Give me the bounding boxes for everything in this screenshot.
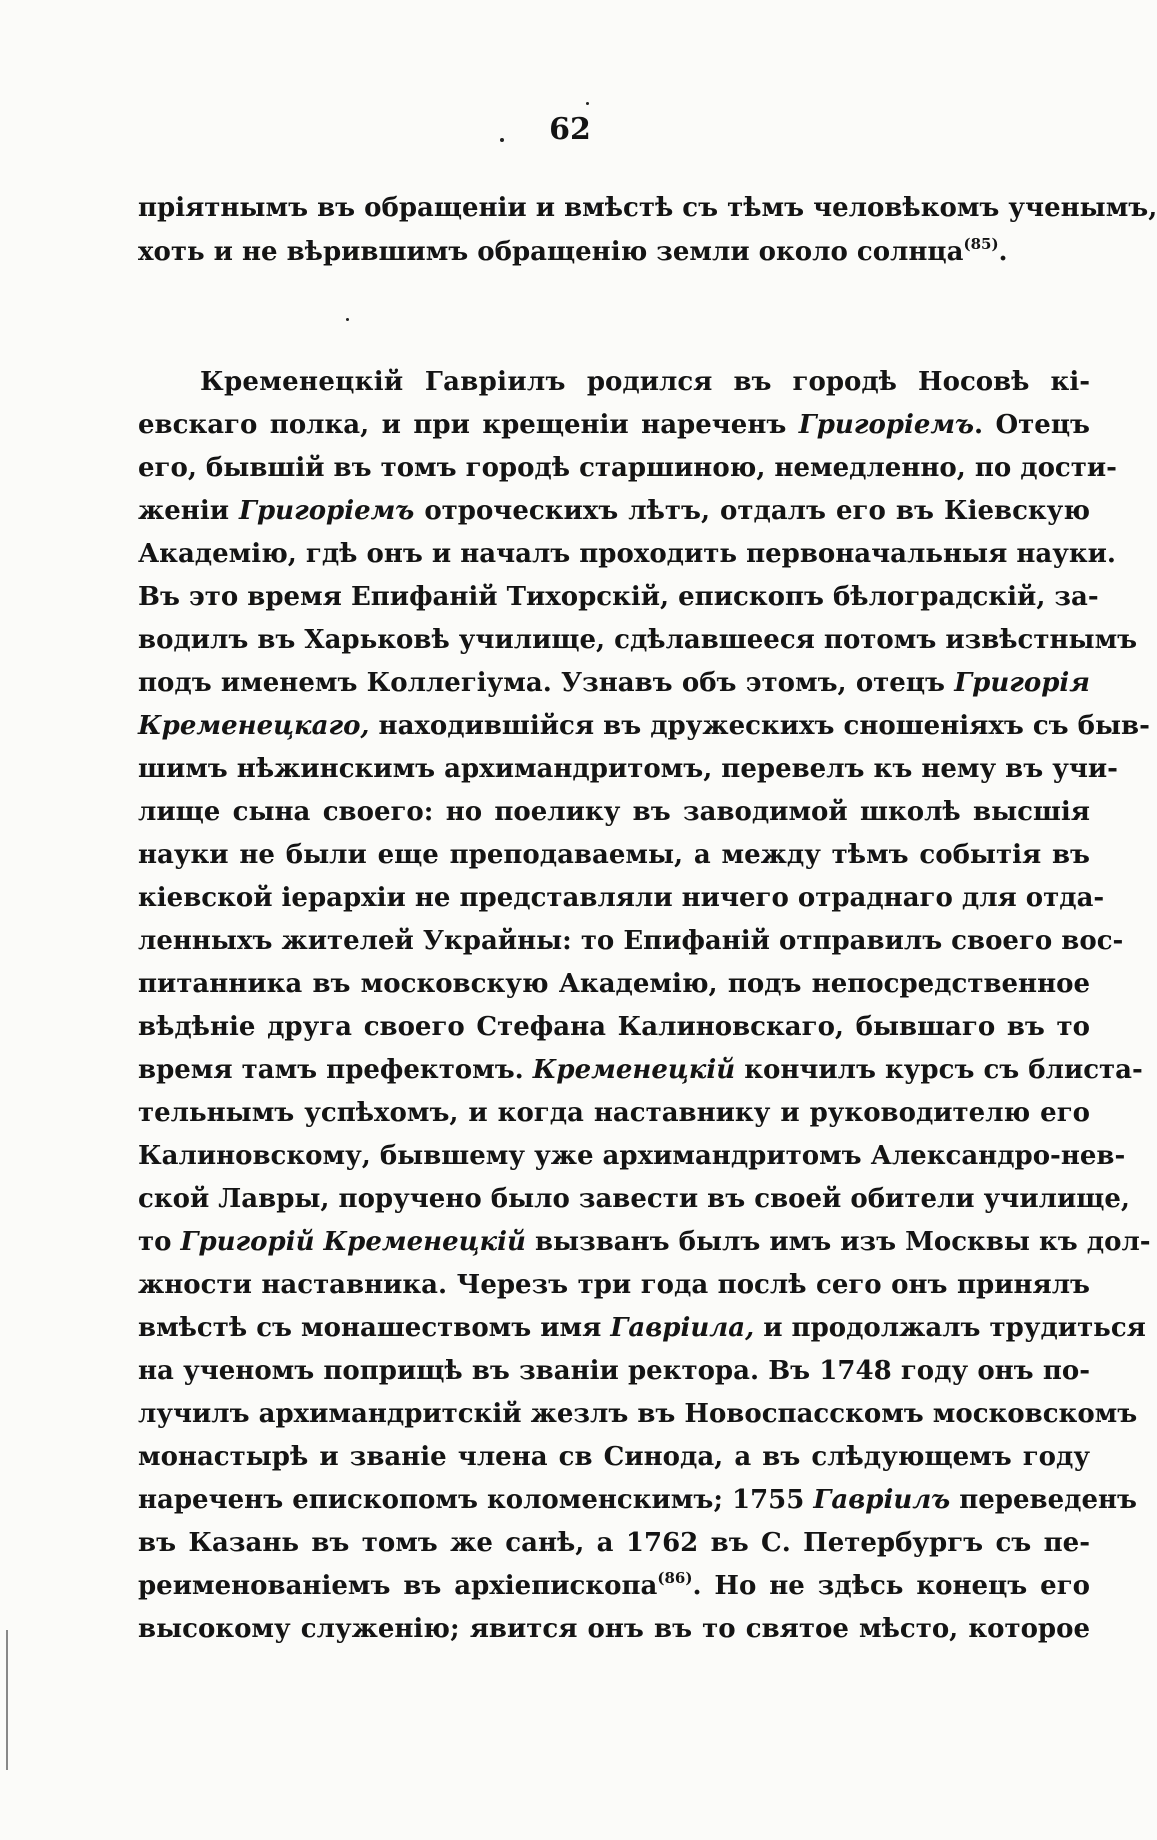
page-number: 62 xyxy=(549,112,591,147)
italic-name: Гавріилъ xyxy=(813,1485,951,1515)
text-line: жности наставника. Черезъ три года послѣ сего онъ принялъ xyxy=(138,1270,1090,1300)
text-line: на ученомъ поприщѣ въ званіи ректора. Въ 1748 году онъ по- xyxy=(138,1356,1090,1386)
text-line: Академію, гдѣ онъ и началъ проходить первоначальныя науки. xyxy=(138,539,1116,569)
text-line: Кременецкаго, находившійся въ дружескихъ сношеніяхъ съ быв- xyxy=(138,711,1150,741)
italic-name: Григорій Кременецкій xyxy=(180,1227,526,1257)
biography-subject-name: Кременецкій Гавріилъ xyxy=(200,367,566,397)
text-line: его, бывшій въ томъ городѣ старшиною, немедленно, по дости- xyxy=(138,453,1117,483)
ink-speck xyxy=(500,138,504,142)
text-line: то Григорій Кременецкій вызванъ былъ имъ изъ Москвы къ дол- xyxy=(138,1227,1151,1257)
footnote-marker: (86) xyxy=(657,1569,693,1587)
text-line: реименованіемъ въ архіепископа$^{(86)}$. Но не здѣсь конецъ его xyxy=(138,1569,1090,1601)
ink-speck xyxy=(586,102,589,105)
text-line: нареченъ епископомъ коломенскимъ; 1755 Гавріилъ переведенъ xyxy=(138,1485,1137,1515)
text-line: лучилъ архимандритскій жезлъ въ Новоспасскомъ московскомъ xyxy=(138,1399,1138,1429)
text-line: тельнымъ успѣхомъ, и когда наставнику и руководителю его xyxy=(138,1098,1090,1128)
text-line: женіи Григоріемъ отроческихъ лѣтъ, отдалъ его въ Кіевскую xyxy=(138,496,1090,526)
text-line xyxy=(138,234,1090,270)
text-line xyxy=(200,364,1090,400)
ink-speck xyxy=(346,318,349,321)
text-line: вмѣстѣ съ монашествомъ имя Гавріила, и продолжалъ трудиться xyxy=(138,1313,1146,1343)
text-line: питанника въ московскую Академію, подъ непосредственное xyxy=(138,969,1090,999)
footnote-marker: (85) xyxy=(963,235,999,253)
italic-name: Гавріила, xyxy=(610,1313,755,1343)
italic-name: Григоріемъ xyxy=(798,410,975,440)
text-line: евскаго полка, и при крещеніи нареченъ Григоріемъ. Отецъ xyxy=(138,410,1090,440)
text-line: въ Казань въ томъ же санѣ, а 1762 въ С. Петербургъ съ пе- xyxy=(138,1528,1090,1558)
text-line: кіевской іерархіи не представляли ничего отраднаго для отда- xyxy=(138,883,1105,913)
italic-name: Кременецкій xyxy=(532,1055,736,1085)
text-line: время тамъ префектомъ. Кременецкій кончилъ курсъ съ блиста- xyxy=(138,1055,1143,1085)
text-line: водилъ въ Харьковѣ училище, сдѣлавшееся потомъ извѣстнымъ xyxy=(138,625,1138,655)
italic-name: Григоріемъ xyxy=(239,496,415,526)
text-line: Въ это время Епифаній Тихорскій, епископъ бѣлоградскій, за- xyxy=(138,582,1099,612)
text-line: лище сына своего: но поелику въ заводимой школѣ высшія xyxy=(138,797,1090,827)
line-text: . xyxy=(998,237,1008,267)
line-text: родился въ городѣ Носовѣ кі- xyxy=(565,367,1090,397)
text-line: вѣдѣніе друга своего Стефана Калиновскаго, бывшаго въ то xyxy=(138,1012,1090,1042)
text-line: монастырѣ и званіе члена св Синода, а въ слѣдующемъ году xyxy=(138,1442,1090,1472)
italic-name: Григорія xyxy=(954,668,1090,698)
text-line: Калиновскому, бывшему уже архимандритомъ Александро-нев- xyxy=(138,1141,1126,1171)
line-text: хоть и не вѣрившимъ обращенію земли около солнца xyxy=(138,237,964,267)
scan-margin-line xyxy=(6,1630,8,1770)
text-line: науки не были еще преподаваемы, а между тѣмъ событія въ xyxy=(138,840,1090,870)
text-line: высокому служенію; явится онъ въ то святое мѣсто, которое xyxy=(138,1614,1090,1644)
text-line: ской Лавры, поручено было завести въ своей обители училище, xyxy=(138,1184,1130,1214)
italic-name: Кременецкаго, xyxy=(138,711,370,741)
text-line: шимъ нѣжинскимъ архимандритомъ, перевелъ къ нему въ учи- xyxy=(138,754,1118,784)
text-line: подъ именемъ Коллегіума. Узнавъ объ этомъ, отецъ Григорія xyxy=(138,668,1090,698)
text-line: пріятнымъ въ обращеніи и вмѣстѣ съ тѣмъ человѣкомъ ученымъ, xyxy=(138,193,1157,223)
text-line: ленныхъ жителей Украйны: то Епифаній отправилъ своего вос- xyxy=(138,926,1124,956)
